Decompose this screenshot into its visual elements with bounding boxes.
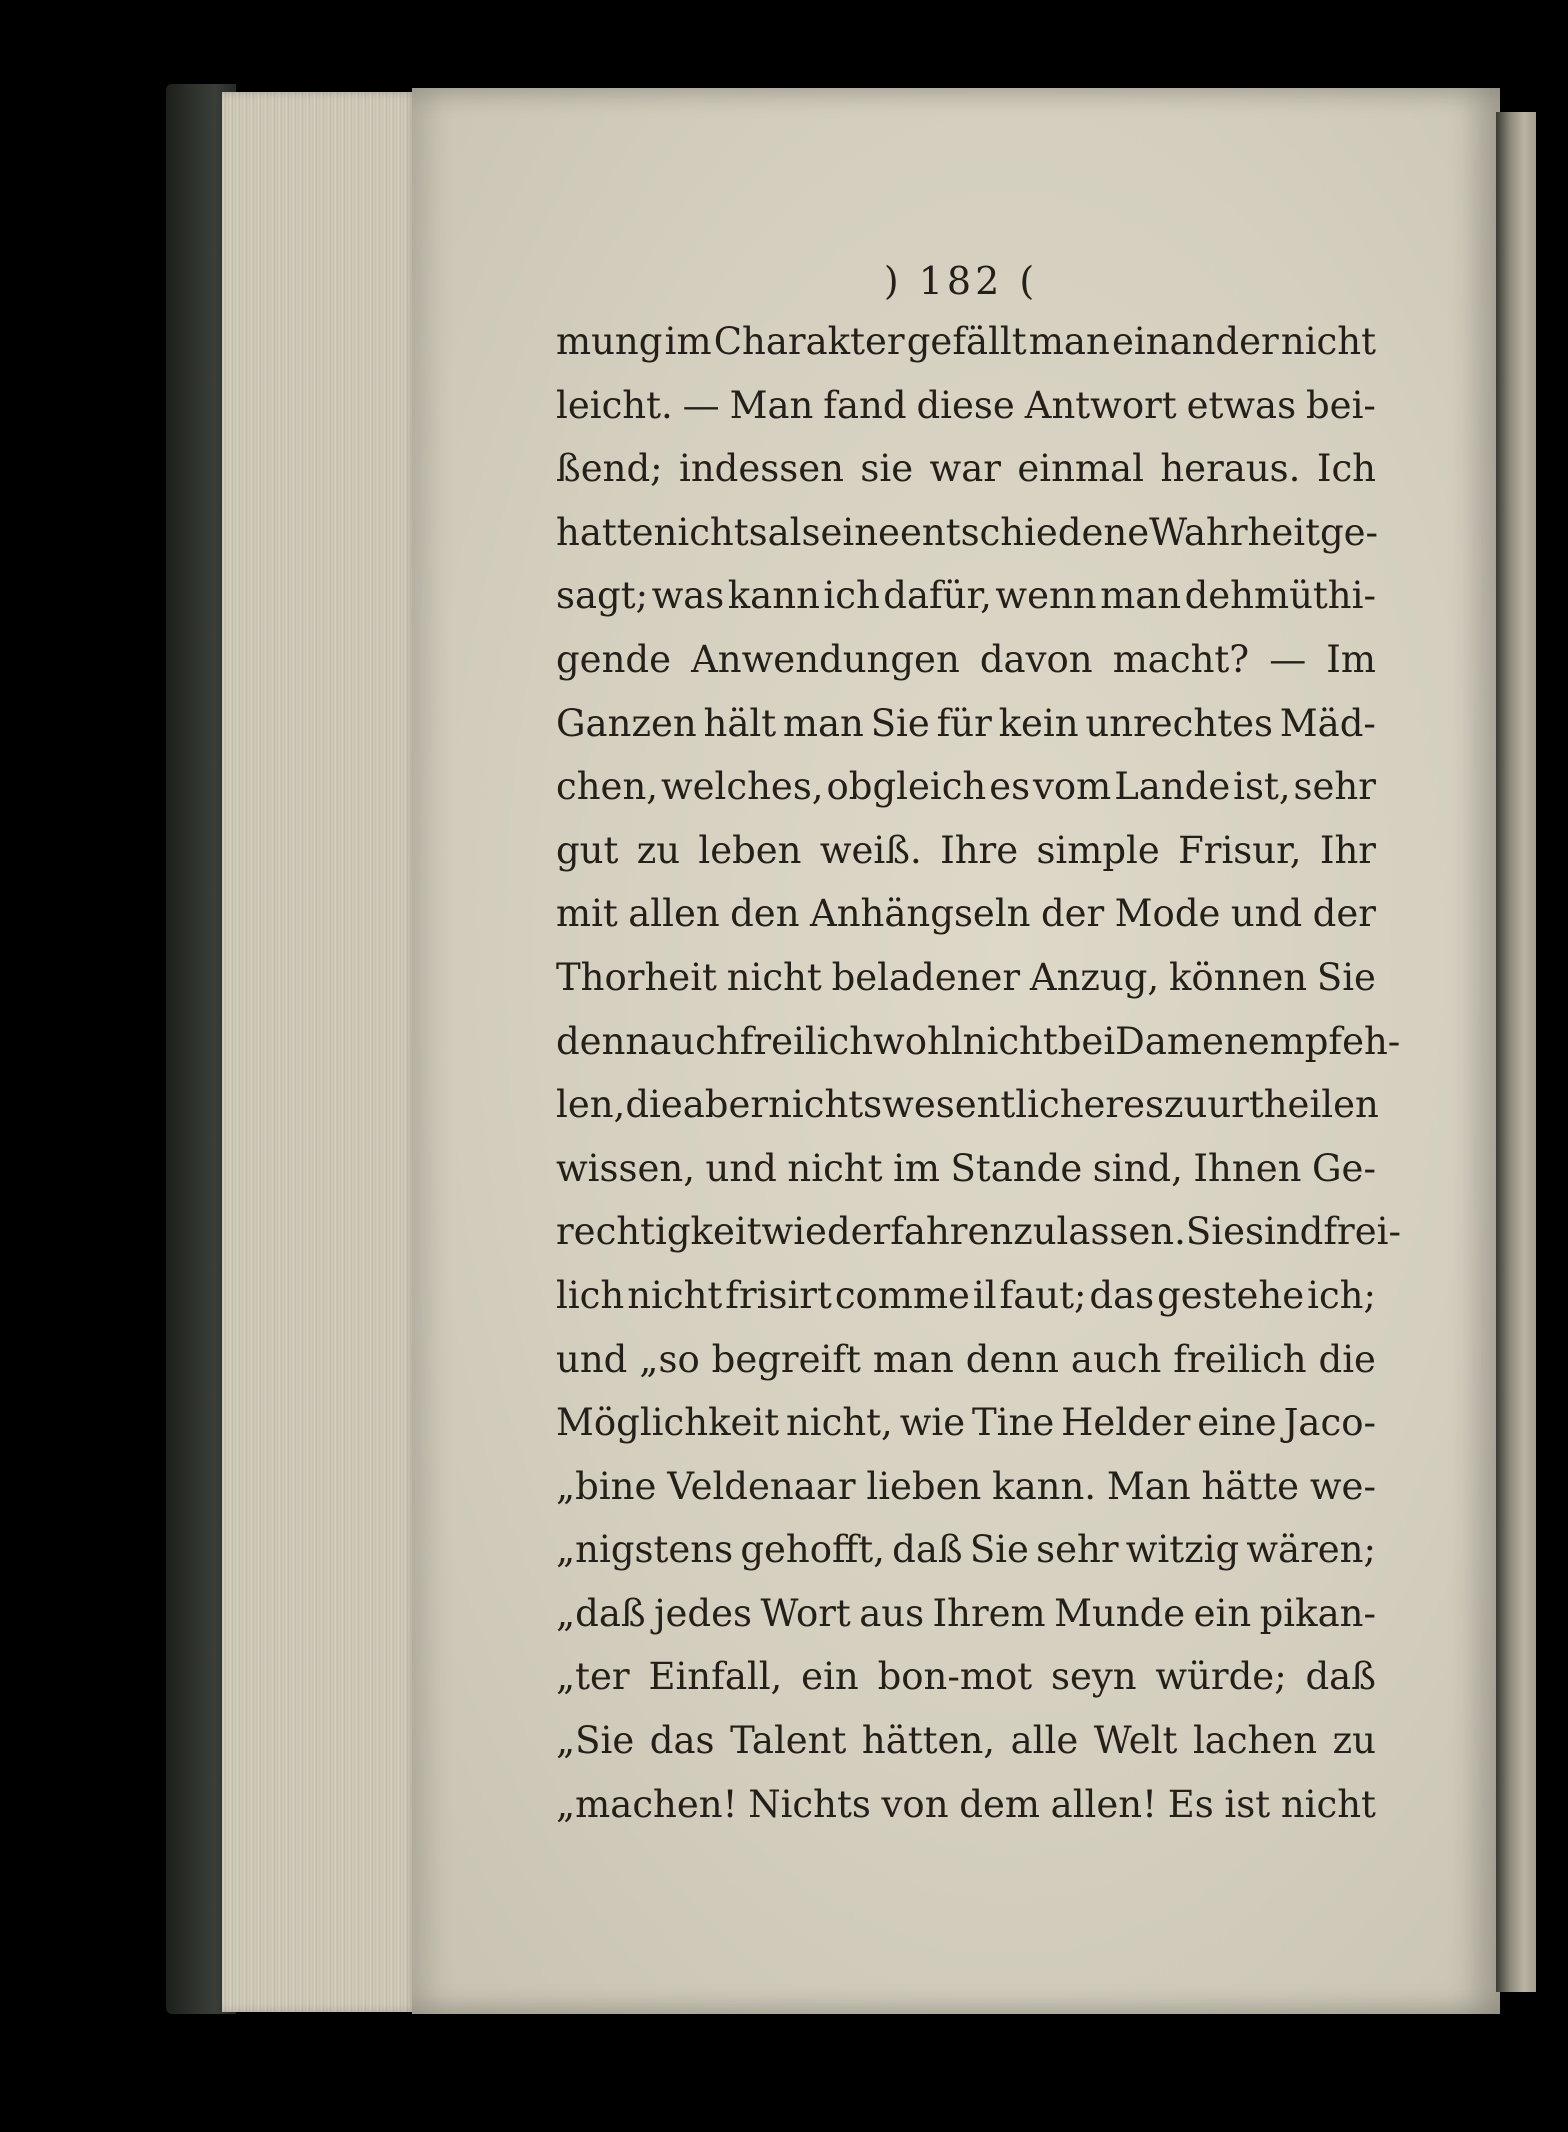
word: Talent bbox=[730, 1719, 847, 1763]
word: die bbox=[1318, 1337, 1376, 1381]
word: ein bbox=[1193, 1591, 1252, 1635]
word: und bbox=[556, 1337, 628, 1381]
word: wenn bbox=[995, 574, 1097, 618]
page-gutter bbox=[1496, 112, 1536, 1992]
word: der bbox=[1312, 892, 1376, 936]
word: alle bbox=[1010, 1719, 1079, 1763]
text-line bbox=[556, 1455, 1376, 1519]
word: wären; bbox=[1246, 1528, 1376, 1572]
word: gende bbox=[556, 637, 671, 681]
word: und bbox=[1230, 892, 1303, 936]
text-line bbox=[556, 1582, 1376, 1646]
word: man bbox=[872, 1337, 954, 1381]
word: „machen! bbox=[556, 1782, 738, 1826]
word: zu bbox=[1164, 1083, 1208, 1127]
text-line bbox=[556, 1137, 1376, 1201]
word: leben bbox=[698, 828, 802, 872]
word: Man bbox=[729, 383, 814, 427]
word: „nigstens bbox=[556, 1528, 734, 1572]
word: sie bbox=[860, 447, 914, 491]
word: Nichts bbox=[748, 1782, 871, 1826]
word: Ihre bbox=[940, 828, 1019, 872]
word: würde; bbox=[1155, 1655, 1287, 1699]
word: Sie bbox=[1185, 1210, 1245, 1254]
word: nichts bbox=[653, 510, 768, 554]
word: Jaco- bbox=[1283, 1401, 1376, 1445]
word: nicht bbox=[1280, 1782, 1376, 1826]
word: sind, bbox=[1092, 1146, 1183, 1190]
word: man bbox=[1028, 320, 1110, 363]
word: „bine bbox=[556, 1464, 657, 1508]
word: beladener bbox=[831, 955, 1021, 999]
word: mung bbox=[556, 320, 663, 363]
word: Ich bbox=[1316, 447, 1376, 491]
word: dehmüthi- bbox=[1184, 574, 1376, 618]
text-line bbox=[556, 501, 1379, 565]
word: hätten, bbox=[861, 1719, 996, 1763]
word: witzig bbox=[1125, 1528, 1240, 1572]
word: können bbox=[1168, 955, 1308, 999]
word: zu bbox=[1013, 1210, 1057, 1254]
word: bon-mot bbox=[877, 1655, 1033, 1699]
word: Mäd- bbox=[1279, 701, 1376, 745]
word: und bbox=[705, 1146, 777, 1190]
word: fand bbox=[823, 383, 907, 427]
word: nicht bbox=[627, 1273, 723, 1317]
word: macht? bbox=[1112, 637, 1250, 681]
word: allen! bbox=[1050, 1782, 1157, 1826]
word: im bbox=[664, 320, 712, 363]
word: Sie bbox=[870, 701, 930, 745]
page-number-header: ) 182 ( bbox=[883, 259, 1039, 303]
word: eine bbox=[820, 510, 900, 554]
word: wesentlicheres bbox=[882, 1083, 1164, 1127]
word: mit bbox=[556, 892, 618, 936]
word: Wahrheit bbox=[1149, 510, 1320, 554]
word: als bbox=[767, 510, 821, 554]
word: sehr bbox=[1293, 765, 1376, 809]
word: Ge- bbox=[1311, 1146, 1376, 1190]
word: ich bbox=[823, 574, 880, 618]
word: daß bbox=[1305, 1655, 1376, 1699]
word: ßend; bbox=[556, 447, 663, 491]
text-line bbox=[556, 1264, 1376, 1328]
word: lieben bbox=[866, 1464, 982, 1508]
word: seyn bbox=[1050, 1655, 1137, 1699]
word: Im bbox=[1326, 637, 1376, 681]
word: nicht bbox=[726, 955, 822, 999]
word: unrechtes bbox=[1085, 701, 1273, 745]
word: freilich bbox=[739, 1019, 874, 1063]
word: nicht, bbox=[785, 1401, 893, 1445]
word: gefällt bbox=[906, 320, 1027, 363]
text-line bbox=[556, 692, 1376, 756]
word: Ganzen bbox=[556, 701, 697, 745]
word: il bbox=[972, 1273, 997, 1317]
word: man bbox=[1100, 574, 1182, 618]
word: Munde bbox=[1054, 1591, 1186, 1635]
word: simple bbox=[1036, 828, 1160, 872]
word: „Sie bbox=[556, 1719, 635, 1763]
word: begreift bbox=[711, 1337, 861, 1381]
word: entschiedene bbox=[899, 510, 1150, 554]
word: Man bbox=[1106, 1464, 1191, 1508]
word: kann. bbox=[992, 1464, 1097, 1508]
word: Sie bbox=[1316, 955, 1376, 999]
word: für bbox=[936, 701, 992, 745]
word: nichts bbox=[768, 1083, 883, 1127]
word: Ihnen bbox=[1193, 1146, 1302, 1190]
word: sind bbox=[1244, 1210, 1324, 1254]
word: eine bbox=[1197, 1401, 1277, 1445]
word: Welt bbox=[1093, 1719, 1178, 1763]
word: Anhängseln bbox=[809, 892, 1031, 936]
text-line bbox=[556, 1645, 1376, 1709]
word: ge- bbox=[1319, 510, 1379, 554]
word: rechtigkeit bbox=[556, 1210, 762, 1254]
word: es bbox=[989, 765, 1031, 809]
word: wiederfahren bbox=[761, 1210, 1014, 1254]
word: hatte bbox=[556, 510, 654, 554]
word: dem bbox=[959, 1782, 1040, 1826]
word: nicht bbox=[1280, 320, 1376, 363]
word: zu bbox=[1332, 1719, 1376, 1763]
word: Einfall, bbox=[648, 1655, 783, 1699]
word: sagt; bbox=[556, 574, 649, 618]
word: wohl bbox=[873, 1019, 963, 1063]
word: das bbox=[649, 1719, 715, 1763]
word: den bbox=[730, 892, 800, 936]
word: nicht bbox=[787, 1146, 883, 1190]
text-line bbox=[556, 1709, 1376, 1773]
word: Thorheit bbox=[556, 955, 717, 999]
word: das bbox=[1089, 1273, 1155, 1317]
word: kann bbox=[727, 574, 820, 618]
word: hätte bbox=[1201, 1464, 1300, 1508]
text-line bbox=[556, 819, 1376, 883]
word: aus bbox=[859, 1591, 925, 1635]
text-line bbox=[556, 1391, 1376, 1455]
word: denn bbox=[556, 1019, 650, 1063]
text-line bbox=[556, 1773, 1376, 1837]
text-line bbox=[556, 946, 1376, 1010]
word: empfeh- bbox=[1247, 1019, 1401, 1063]
word: frei- bbox=[1323, 1210, 1401, 1254]
page-text bbox=[556, 252, 1401, 1836]
word: aber bbox=[682, 1083, 769, 1127]
word: weiß. bbox=[819, 828, 922, 872]
word: einander bbox=[1111, 320, 1279, 363]
word: denn bbox=[965, 1337, 1059, 1381]
word: Möglichkeit bbox=[556, 1401, 780, 1445]
text-line bbox=[556, 564, 1376, 628]
word: „ter bbox=[556, 1655, 630, 1699]
text-line bbox=[556, 755, 1376, 819]
word: frisirt bbox=[725, 1273, 832, 1317]
word: bei- bbox=[1305, 383, 1376, 427]
word: Helder bbox=[1061, 1401, 1191, 1445]
word: gut bbox=[556, 828, 619, 872]
word: der bbox=[1040, 892, 1105, 936]
text-line bbox=[556, 1518, 1376, 1582]
word: die bbox=[625, 1083, 683, 1127]
word: ein bbox=[801, 1655, 859, 1699]
word: ist, bbox=[1233, 765, 1291, 809]
word: Charakter bbox=[713, 320, 905, 363]
text-line bbox=[556, 310, 1376, 374]
word: auch bbox=[1070, 1337, 1162, 1381]
word: pikan- bbox=[1259, 1591, 1376, 1635]
text-line bbox=[556, 1073, 1379, 1137]
word: „so bbox=[639, 1337, 700, 1381]
word: daß bbox=[892, 1528, 963, 1572]
word: etwas bbox=[1186, 383, 1297, 427]
word: sehr bbox=[1036, 1528, 1119, 1572]
text-line bbox=[556, 1328, 1376, 1392]
word: Anzug, bbox=[1029, 955, 1160, 999]
word: ich; bbox=[1307, 1273, 1376, 1317]
word: gestehe bbox=[1157, 1273, 1305, 1317]
word: man bbox=[782, 701, 864, 745]
word: Antwort bbox=[1024, 383, 1177, 427]
word: ist bbox=[1224, 1782, 1271, 1826]
word: bei bbox=[1057, 1019, 1116, 1063]
word: was bbox=[651, 574, 725, 618]
word: Damen bbox=[1115, 1019, 1248, 1063]
word: hält bbox=[703, 701, 777, 745]
word: Anwendungen bbox=[691, 637, 960, 681]
word: obgleich bbox=[826, 765, 987, 809]
word: Wort bbox=[760, 1591, 851, 1635]
text-lines bbox=[556, 310, 1401, 1836]
word: einmal bbox=[1017, 447, 1144, 491]
word: heraus. bbox=[1160, 447, 1301, 491]
word: „daß bbox=[556, 1591, 646, 1635]
word: war bbox=[929, 447, 1001, 491]
text-line bbox=[556, 1010, 1401, 1074]
text-line bbox=[556, 882, 1376, 946]
word: Lande bbox=[1114, 765, 1231, 809]
text-line bbox=[556, 437, 1376, 501]
word: — bbox=[1269, 637, 1307, 681]
word: faut; bbox=[999, 1273, 1087, 1317]
text-line bbox=[556, 374, 1376, 438]
word: Stande bbox=[950, 1146, 1083, 1190]
text-line bbox=[556, 628, 1376, 692]
text-line bbox=[556, 1200, 1401, 1264]
page-edges bbox=[222, 92, 418, 2012]
word: vom bbox=[1033, 765, 1112, 809]
word: gehofft, bbox=[740, 1528, 885, 1572]
word: we- bbox=[1309, 1464, 1376, 1508]
word: Mode bbox=[1114, 892, 1221, 936]
word: lassen. bbox=[1056, 1210, 1186, 1254]
word: — bbox=[682, 383, 720, 427]
word: Ihr bbox=[1319, 828, 1376, 872]
word: len, bbox=[556, 1083, 626, 1127]
word: jedes bbox=[654, 1591, 753, 1635]
word: lich bbox=[556, 1273, 625, 1317]
word: zu bbox=[636, 828, 681, 872]
word: Tine bbox=[971, 1401, 1055, 1445]
word: chen, bbox=[556, 765, 659, 809]
word: urtheilen bbox=[1207, 1083, 1379, 1127]
word: Frisur, bbox=[1178, 828, 1302, 872]
word: wie bbox=[899, 1401, 966, 1445]
word: kein bbox=[998, 701, 1079, 745]
word: auch bbox=[649, 1019, 740, 1063]
word: Ihrem bbox=[932, 1591, 1046, 1635]
word: Sie bbox=[969, 1528, 1029, 1572]
word: von bbox=[881, 1782, 949, 1826]
word: indessen bbox=[679, 447, 844, 491]
word: wissen, bbox=[556, 1146, 695, 1190]
word: Es bbox=[1167, 1782, 1214, 1826]
word: allen bbox=[628, 892, 720, 936]
word: comme bbox=[834, 1273, 970, 1317]
word: lachen bbox=[1192, 1719, 1318, 1763]
word: davon bbox=[979, 637, 1093, 681]
word: welches, bbox=[660, 765, 824, 809]
word: nicht bbox=[962, 1019, 1058, 1063]
word: im bbox=[893, 1146, 940, 1190]
word: freilich bbox=[1173, 1337, 1307, 1381]
word: dafür, bbox=[883, 574, 992, 618]
word: diese bbox=[916, 383, 1015, 427]
word: Veldenaar bbox=[667, 1464, 856, 1508]
word: leicht. bbox=[556, 383, 673, 427]
